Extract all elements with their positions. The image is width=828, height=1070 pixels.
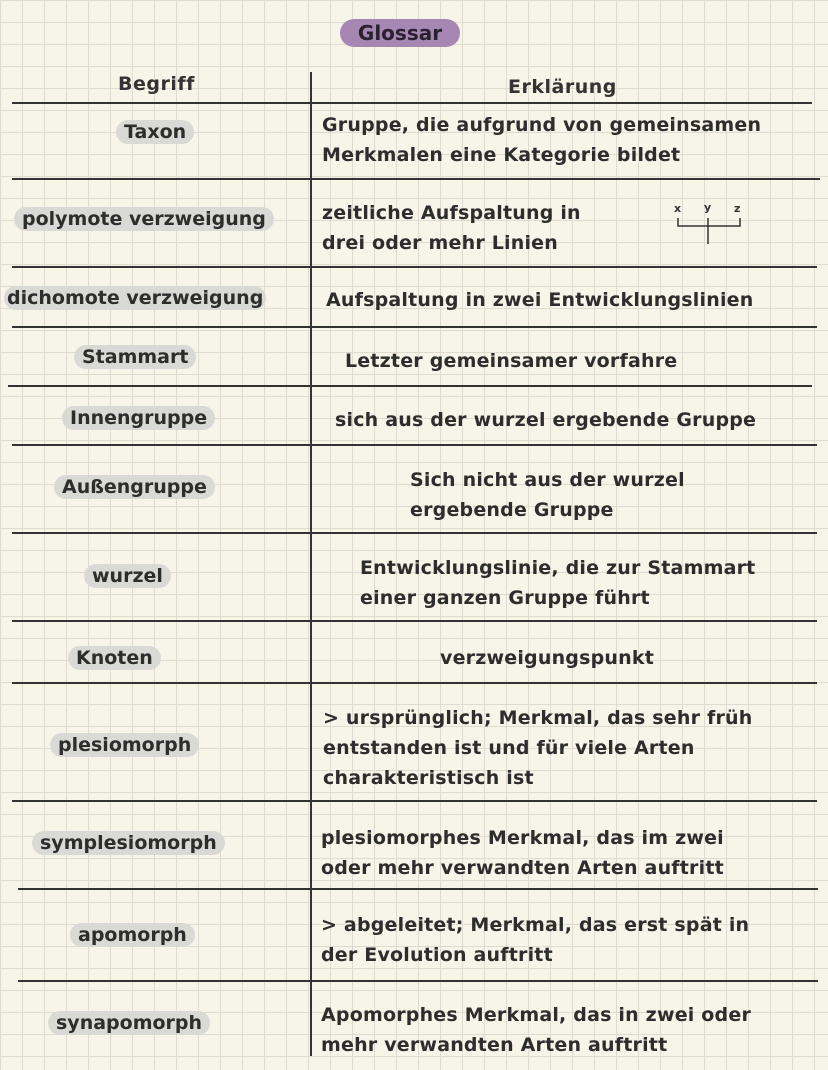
term-apomorph: apomorph	[70, 923, 195, 947]
row-divider	[18, 888, 818, 890]
row-divider	[12, 102, 812, 104]
definition-synapomorph: Apomorphes Merkmal, das in zwei oder mehr verwandten Arten auftritt	[321, 1004, 752, 1056]
row-divider	[12, 444, 817, 446]
definition-dichomote-verzweigung: Aufspaltung in zwei Entwicklungslinien	[326, 289, 754, 311]
row-divider	[12, 326, 817, 328]
row-divider	[18, 980, 818, 982]
header-definition: Erklärung	[508, 76, 617, 98]
row-divider	[12, 682, 817, 684]
definition-aussengruppe: Sich nicht aus der wurzel ergebende Gruppe	[410, 469, 685, 521]
row-divider	[8, 385, 812, 387]
term-polymote-verzweigung: polymote verzweigung	[14, 207, 274, 231]
definition-knoten: verzweigungspunkt	[440, 647, 654, 669]
definition-wurzel: Entwicklungslinie, die zur Stammart einer ganzen Gruppe führt	[360, 557, 756, 609]
term-plesiomorph: plesiomorph	[50, 733, 199, 757]
row-divider	[12, 266, 817, 268]
row-divider	[12, 620, 817, 622]
definition-innengruppe: sich aus der wurzel ergebende Gruppe	[335, 409, 757, 431]
definition-plesiomorph: > ursprünglich; Merkmal, das sehr früh entstanden ist und für viele Arten charakteristisch ist	[323, 707, 753, 789]
row-divider	[12, 532, 817, 534]
definition-stammart: Letzter gemeinsamer vorfahre	[345, 350, 678, 372]
term-taxon: Taxon	[116, 120, 194, 144]
definition-taxon: Gruppe, die aufgrund von gemeinsamen Merkmalen eine Kategorie bildet	[322, 114, 762, 166]
term-dichomote-verzweigung: dichomote verzweigung	[4, 286, 266, 310]
row-divider	[12, 800, 817, 802]
term-stammart: Stammart	[74, 345, 196, 369]
term-innengruppe: Innengruppe	[62, 406, 215, 430]
row-divider	[12, 178, 820, 180]
term-aussengruppe: Außengruppe	[54, 475, 215, 499]
term-synapomorph: synapomorph	[48, 1011, 210, 1035]
polytomy-sketch	[672, 200, 752, 250]
column-divider	[310, 72, 312, 1056]
definition-polymote-verzweigung: zeitliche Aufspaltung in drei oder mehr Linien	[322, 202, 581, 254]
term-knoten: Knoten	[68, 646, 161, 670]
definition-symplesiomorph: plesiomorphes Merkmal, das im zwei oder mehr verwandten Arten auftritt	[321, 827, 724, 879]
term-symplesiomorph: symplesiomorph	[32, 831, 225, 855]
header-term: Begriff	[118, 73, 195, 95]
sketch-label-y: y	[704, 201, 712, 214]
sketch-label-x: x	[674, 202, 682, 215]
page-title: Glossar	[340, 19, 460, 47]
sketch-label-z: z	[734, 202, 741, 215]
definition-apomorph: > abgeleitet; Merkmal, das erst spät in der Evolution auftritt	[321, 914, 750, 966]
term-wurzel: wurzel	[84, 564, 171, 588]
